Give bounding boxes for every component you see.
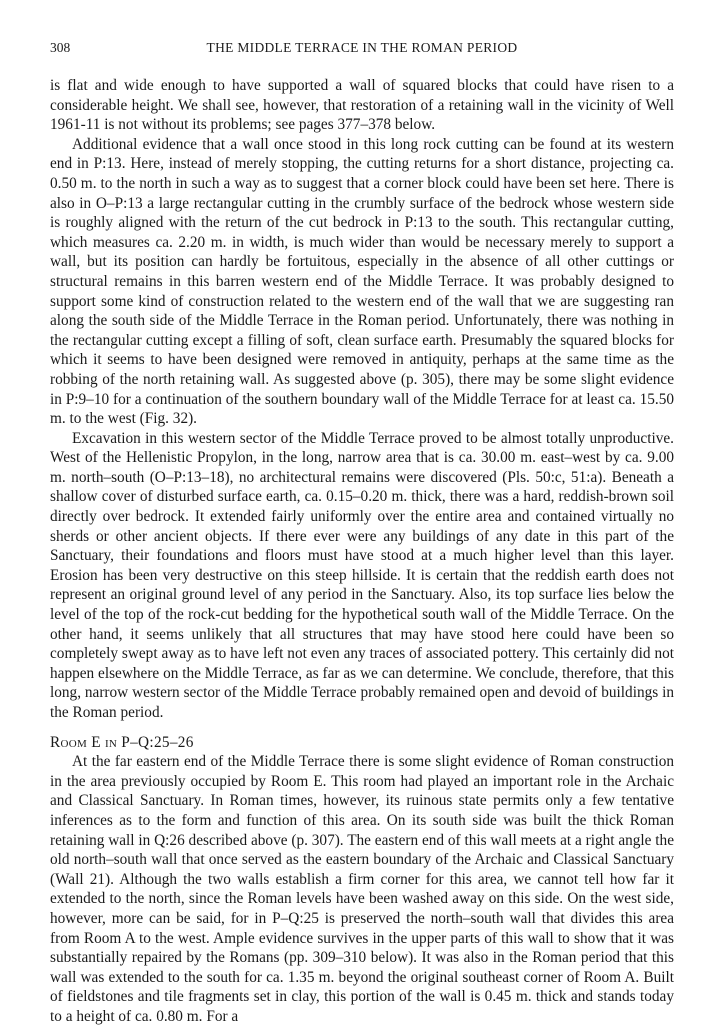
running-head: THE MIDDLE TERRACE IN THE ROMAN PERIOD [206,40,518,55]
page-header [50,40,674,60]
paragraph-excavation: Excavation in this western sector of the Middle Terrace proved to be almost totally unproductive. West of the Hellenistic Propylon, in the long, narrow area that is ca. 30.00 m. east–west by ca. 9.00 m. north–south (O–P:13–18), no architectural remains were discovered (Pls. 50:c, 51:a). Beneath a shallow cover of disturbed surface earth, ca. 0.15–0.20 m. thick, there was a hard, reddish-brown soil directly over bedrock. It extended fairly uniformly over the entire area and contained virtually no sherds or other ancient objects. If there ever were any buildings of any date in this part of the Sanctuary, their foundations and floors must have stood at a much higher level than this layer. Erosion has been very destructive on this steep hillside. It is certain that the reddish earth does not represent an original ground level of any period in the Sanctuary. Also, its top surface lies below the level of the top of the rock-cut bedding for the hypothetical south wall of the Middle Terrace. On the other hand, it seems unlikely that all structures that may have stood here could have been so completely swept away as to have left not even any traces of associated pottery. This certainly did not happen elsewhere on the Middle Terrace, as far as we can determine. We conclude, therefore, that this long, narrow western sector of the Middle Terrace probably remained open and devoid of buildings in the Roman period. [50,429,674,721]
page-number: 308 [50,40,71,55]
paragraph-rock-cutting: Additional evidence that a wall once stood in this long rock cutting can be found at its western end in P:13. Here, instead of merely stopping, the cutting returns for a short distance, projecting ca. 0.50 m. to the north in such a way as to suggest that a corner block could have been set here. There is also in O–P:13 a large rectangular cutting in the crumbly surface of the bedrock whose western side is roughly aligned with the return of the cut bedrock in P:13 to the south. This rectangular cutting, which measures ca. 2.20 m. in width, is much wider than would be necessary merely to support a wall, but its position can hardly be fortuitous, especially in the absence of all other cuttings or structural remains in this barren western end of the Middle Terrace. It was probably designed to support some kind of construction related to the western end of the wall that we are suggesting ran along the south side of the Middle Terrace in the Roman period. Unfortunately, there was nothing in the rectangular cutting except a filling of soft, clean surface earth. Presumably the squared blocks for which it seems to have been designed were removed in antiquity, perhaps at the same time as the robbing of the north retaining wall. As suggested above (p. 305), there may be some slight evidence in P:9–10 for a continuation of the southern boundary wall of the Middle Terrace for at least ca. 15.50 m. to the west (Fig. 32). [50,135,674,428]
paragraph-room-e: At the far eastern end of the Middle Terrace there is some slight evidence of Roman construction in the area previously occupied by Room E. This room had played an important role in the Archaic and Classical Sanctuary. In Roman times, however, its ruinous state permits only a few tentative inferences as to the form and function of this area. On its south side was built the thick Roman retaining wall in Q:26 described above (p. 307). The eastern end of this wall meets at a right angle the old north–south wall that once served as the eastern boundary of the Archaic and Classical Sanctuary (Wall 21). Although the two walls establish a firm corner for this area, we cannot tell how far it extended to the north, since the Roman levels have been washed away on this side. On the west side, however, more can be said, for in P–Q:25 is preserved the north–south wall that divides this area from Room A to the west. Ample evidence survives in the upper parts of this wall to show that it was substantially repaired by the Romans (pp. 309–310 below). It was also in the Roman period that this wall was extended to the south for ca. 1.35 m. beyond the original southeast corner of Room A. Built of fieldstones and tile fragments set in clay, this portion of the wall is 0.45 m. thick and stands today to a height of ca. 0.80 m. For a [50,753,674,1025]
body-text [50,76,674,1027]
paragraph-continued: is flat and wide enough to have supported a wall of squared blocks that could have risen to a considerable height. We shall see, however, that restoration of a retaining wall in the vicinity of Well 1961-11 is not without its problems; see pages 377–378 below. [50,77,674,134]
section-heading-room-e: Room E in P–Q:25–26 [50,733,194,751]
